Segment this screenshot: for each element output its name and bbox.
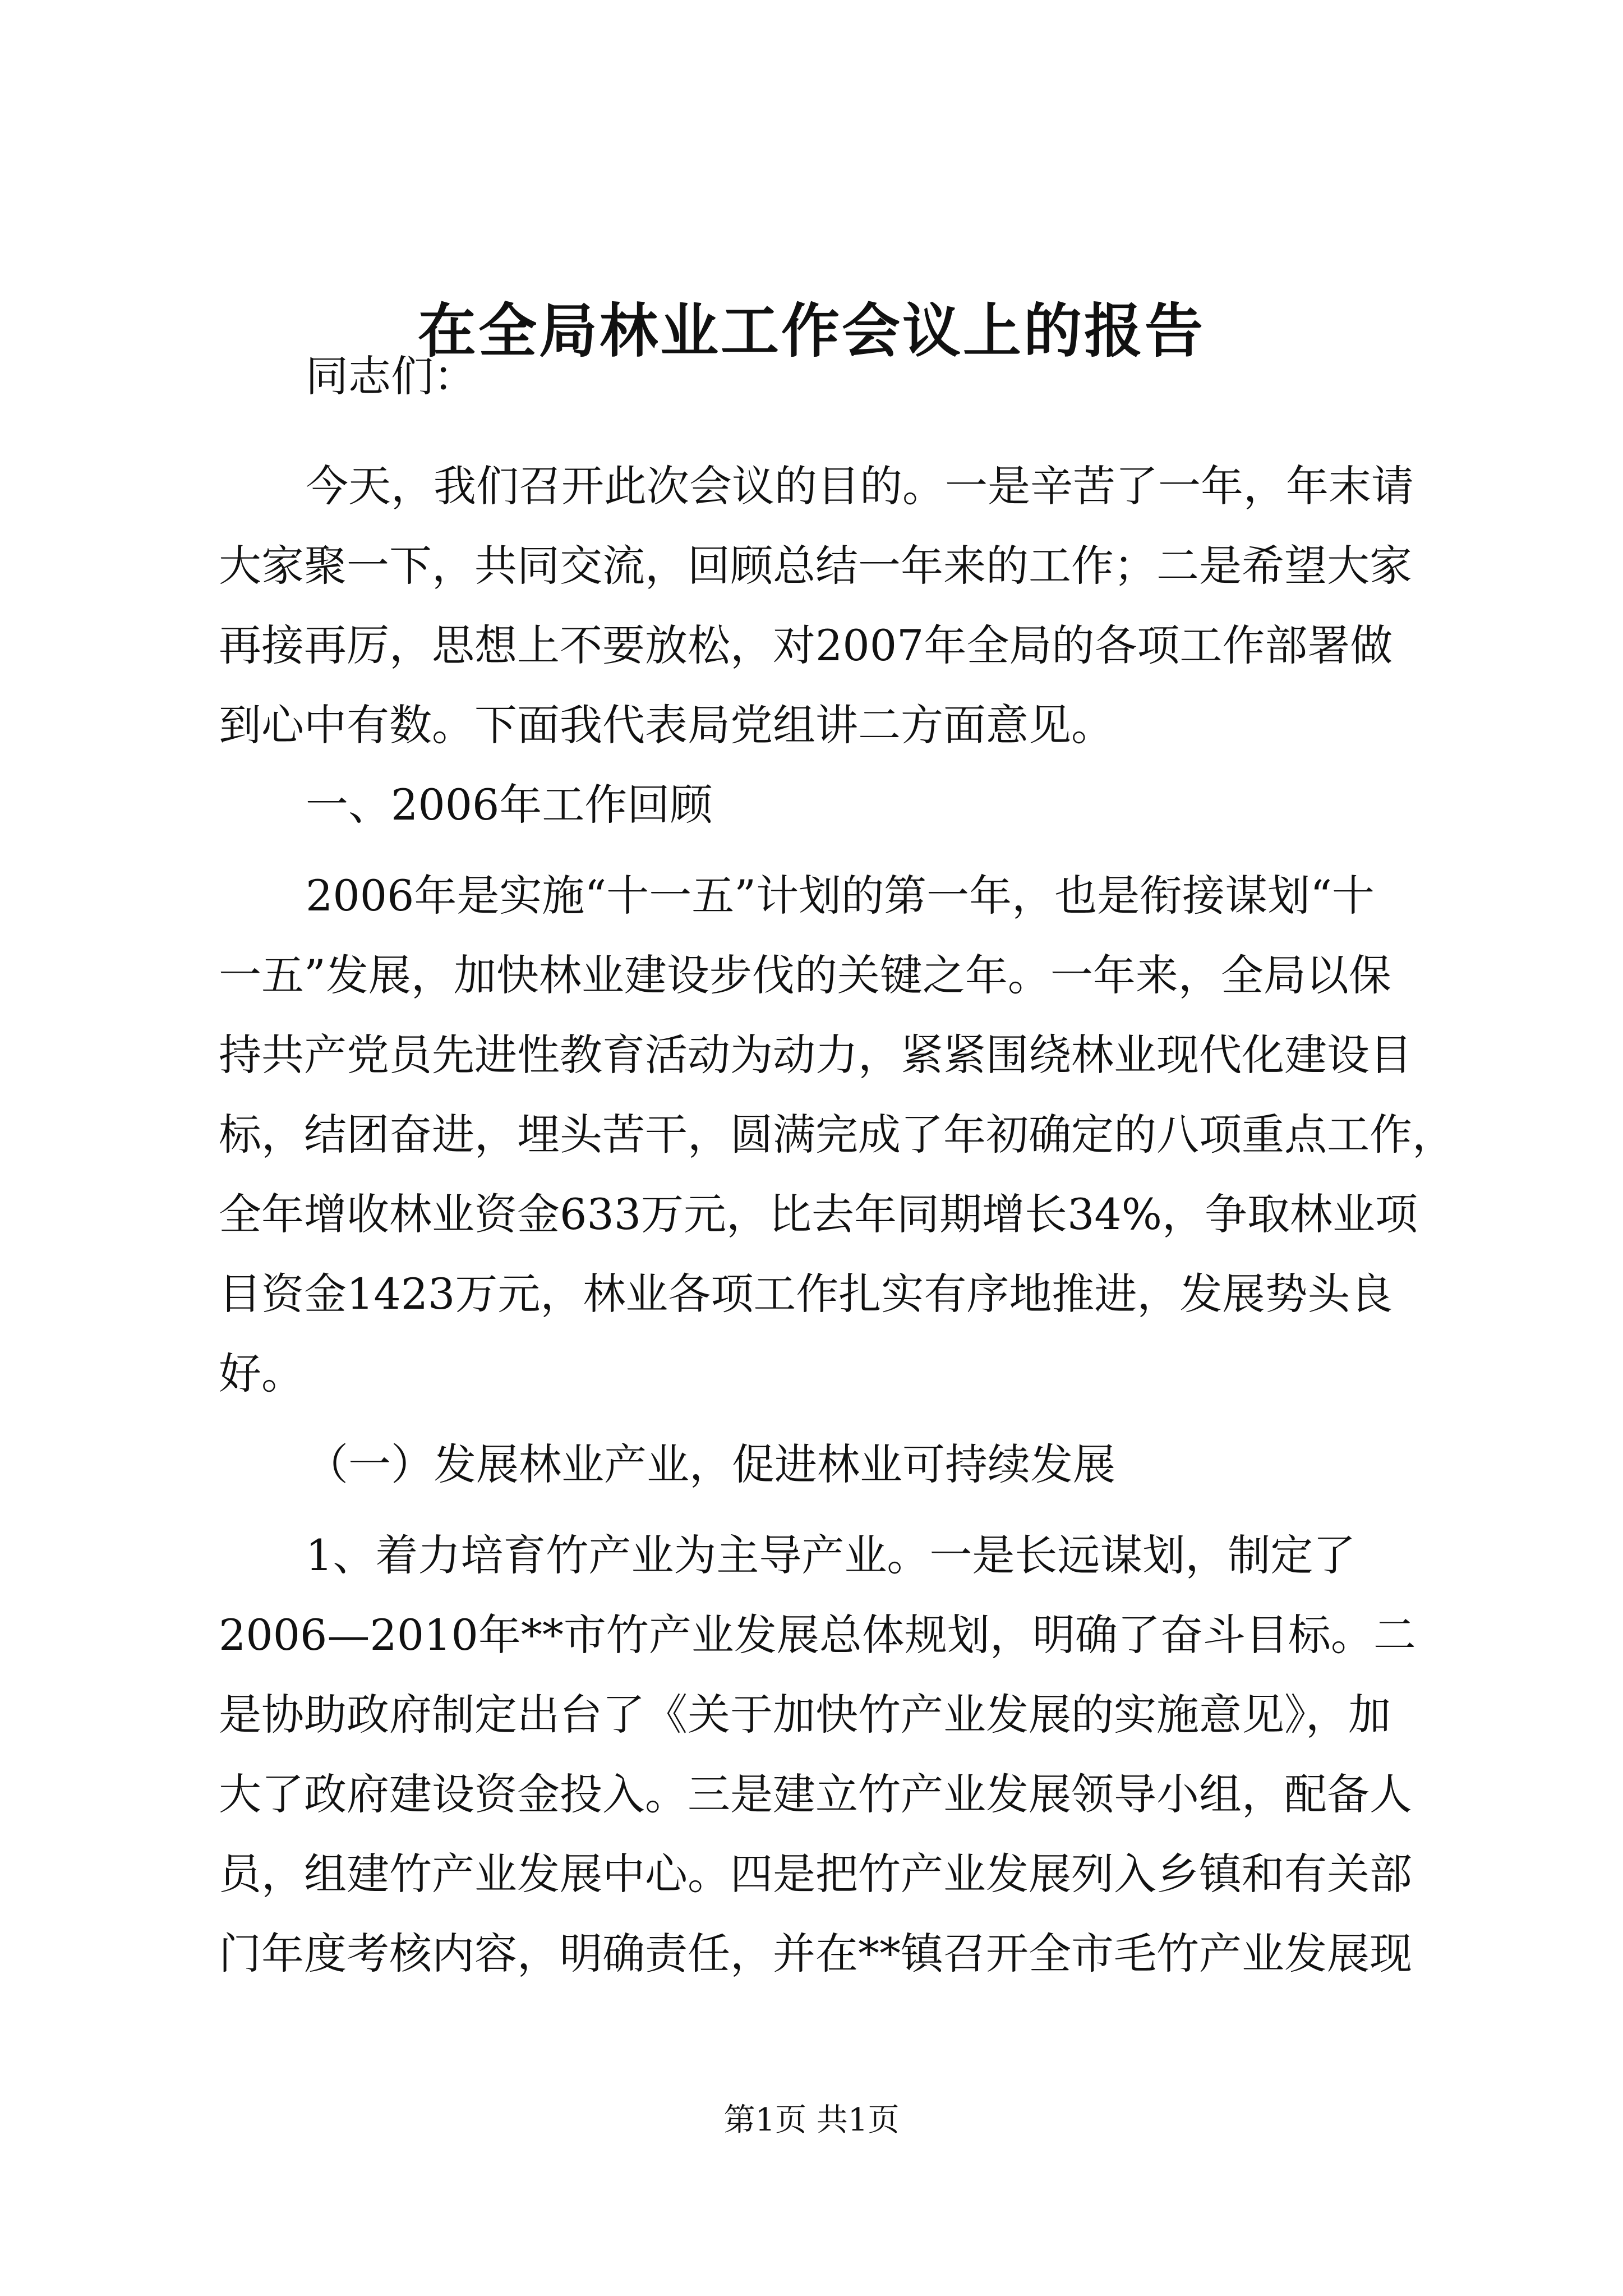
paragraph-line: 持共产党员先进性教育活动为动力，紧紧围绕林业现代化建设目	[219, 1030, 1412, 1080]
document-title: 在全局林业工作会议上的报告	[417, 296, 1205, 365]
paragraph-line: 到心中有数。下面我代表局党组讲二方面意见。	[219, 700, 1114, 750]
subsection-heading: （一）发展林业产业，促进林业可持续发展	[306, 1439, 1115, 1489]
paragraph-line: 门年度考核内容，明确责任，并在**镇召开全市毛竹产业发展现	[219, 1929, 1412, 1978]
paragraph-line: 今天，我们召开此次会议的目的。一是辛苦了一年，年末请	[306, 461, 1414, 511]
paragraph-line: 大了政府建设资金投入。三是建立竹产业发展领导小组，配备人	[219, 1769, 1412, 1819]
salutation-line: 同志们：	[306, 351, 476, 401]
paragraph-line: 1、着力培育竹产业为主导产业。一是长远谋划，制定了	[306, 1530, 1356, 1580]
section-heading: 一、2006年工作回顾	[306, 780, 713, 830]
paragraph-line: 员，组建竹产业发展中心。四是把竹产业发展列入乡镇和有关部	[219, 1849, 1412, 1899]
page-footer: 第1页 共1页	[723, 2102, 900, 2138]
paragraph-line: 2006—2010年**市竹产业发展总体规划，明确了奋斗目标。二	[219, 1610, 1416, 1660]
paragraph-line: 大家聚一下，共同交流，回顾总结一年来的工作；二是希望大家	[219, 541, 1412, 591]
paragraph-line: 目资金1423万元，林业各项工作扎实有序地推进，发展势头良	[219, 1269, 1393, 1319]
paragraph-line: 一五”发展，加快林业建设步伐的关键之年。一年来，全局以保	[219, 950, 1391, 1000]
paragraph-line: 2006年是实施“十一五”计划的第一年，也是衔接谋划“十	[306, 871, 1375, 921]
paragraph-line: 全年增收林业资金633万元，比去年同期增长34%，争取林业项	[219, 1189, 1418, 1239]
paragraph-line: 再接再厉，思想上不要放松，对2007年全局的各项工作部署做	[219, 620, 1393, 670]
paragraph-line: 好。	[219, 1349, 304, 1398]
paragraph-line: 标，结团奋进，埋头苦干，圆满完成了年初确定的八项重点工作，	[219, 1110, 1455, 1159]
paragraph-line: 是协助政府制定出台了《关于加快竹产业发展的实施意见》，加	[219, 1690, 1391, 1740]
